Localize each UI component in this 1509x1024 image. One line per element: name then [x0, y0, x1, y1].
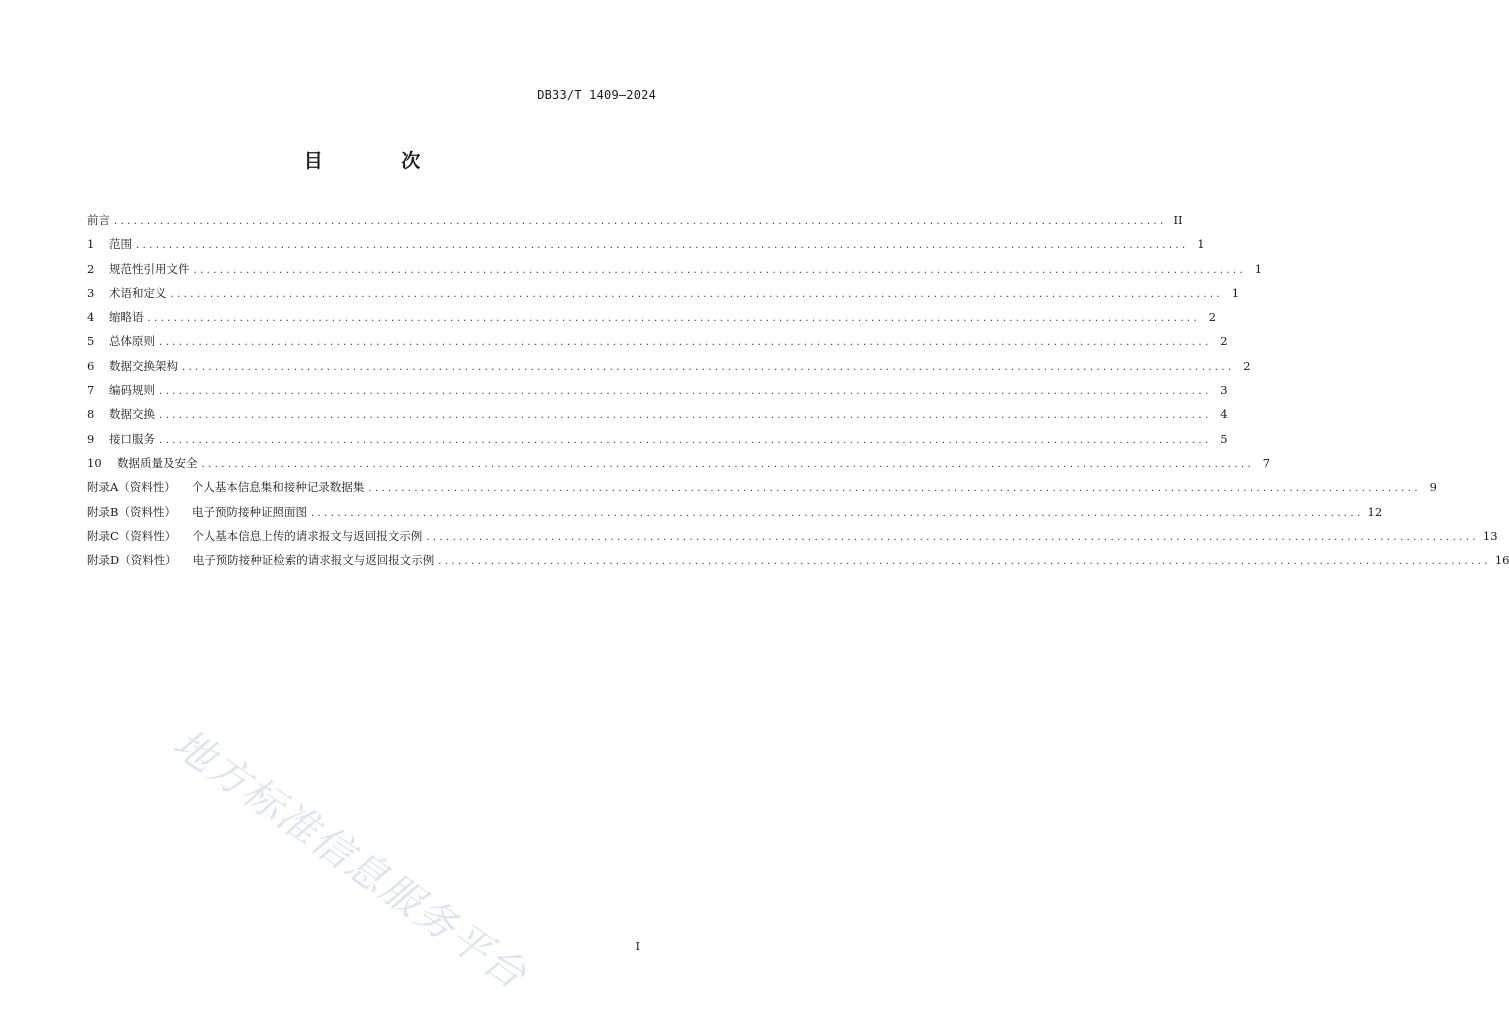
toc-entry-10[interactable] — [87, 451, 1271, 475]
toc-entry-page: 3 — [1220, 383, 1228, 398]
page-number: I — [635, 940, 640, 953]
toc-entry-label: 接口服务 — [109, 431, 155, 446]
toc-appendix-tag: 附录B（资料性） — [87, 504, 176, 519]
toc-entry-number: 1 — [87, 237, 95, 252]
toc-leader-dots: ................................................................................................................................................................ — [310, 507, 1364, 519]
toc-entry-3[interactable] — [87, 281, 1240, 305]
toc-entry-label: 数据交换 — [109, 407, 155, 422]
toc-entry-number: 7 — [87, 383, 95, 398]
toc-entry-appendix-c[interactable] — [87, 524, 1498, 548]
toc-entry-number: 10 — [87, 455, 102, 470]
watermark: 地方标准信息服务平台 — [164, 720, 536, 1000]
toc-entry-page: 1 — [1197, 237, 1205, 252]
toc-entry-foreword[interactable] — [87, 208, 1183, 232]
toc-entry-number: 4 — [87, 310, 95, 325]
toc-appendix-tag: 附录C（资料性） — [87, 528, 177, 543]
toc-entry-label: 术语和定义 — [109, 285, 167, 300]
toc-entry-page: 7 — [1262, 455, 1271, 470]
toc-entry-label: 个人基本信息上传的请求报文与返回报文示例 — [192, 528, 423, 543]
toc-entry-page: 2 — [1243, 358, 1251, 373]
toc-leader-dots: ................................................................................................................................................................ — [136, 240, 1189, 252]
toc-entry-page: 13 — [1482, 528, 1498, 543]
toc-leader-dots: ................................................................................................................................................................ — [159, 434, 1212, 446]
toc-entry-label: 前言 — [87, 213, 110, 227]
toc-entry-appendix-a[interactable] — [87, 475, 1437, 499]
toc-appendix-tag: 附录D（资料性） — [87, 553, 177, 568]
toc-leader-dots: ................................................................................................................................................................ — [159, 337, 1212, 349]
toc-entry-page: 1 — [1231, 285, 1240, 300]
toc-entry-appendix-d[interactable] — [87, 548, 1509, 572]
toc-leader-dots: ................................................................................................................................................................ — [159, 410, 1212, 422]
toc-entry-page: 12 — [1367, 504, 1383, 519]
toc-leader-dots: ................................................................................................................................................................ — [193, 264, 1247, 276]
toc-appendix-tag: 附录A（资料性） — [87, 480, 176, 495]
toc-entry-label: 范围 — [109, 237, 132, 252]
toc-entry-page: 2 — [1220, 334, 1228, 349]
document-code: DB33/T 1409—2024 — [537, 88, 656, 102]
toc-entry-appendix-b[interactable] — [87, 500, 1383, 524]
toc-entry-number: 8 — [87, 407, 95, 422]
toc-entry-label: 数据质量及安全 — [117, 455, 198, 470]
toc-entry-4[interactable] — [87, 305, 1217, 329]
toc-leader-dots: ................................................................................................................................................................ — [114, 216, 1167, 227]
toc-entry-label: 总体原则 — [109, 334, 155, 349]
toc-leader-dots: ................................................................................................................................................................ — [170, 288, 1224, 300]
toc-entry-page: II — [1173, 213, 1183, 227]
toc-leader-dots: ................................................................................................................................................................ — [147, 313, 1201, 325]
toc-entry-number: 3 — [87, 285, 95, 300]
toc-leader-dots: ................................................................................................................................................................ — [426, 531, 1479, 543]
toc-entry-label: 规范性引用文件 — [109, 261, 190, 276]
toc-entry-2[interactable] — [87, 257, 1263, 281]
toc-entry-label: 数据交换架构 — [109, 358, 178, 373]
table-of-contents — [87, 208, 1509, 572]
toc-leader-dots: ................................................................................................................................................................ — [182, 361, 1235, 373]
toc-entry-page: 2 — [1208, 310, 1217, 325]
toc-leader-dots: ................................................................................................................................................................ — [159, 386, 1212, 398]
toc-entry-6[interactable] — [87, 354, 1251, 378]
toc-entry-9[interactable] — [87, 427, 1228, 451]
toc-leader-dots: ................................................................................................................................................................ — [368, 483, 1421, 495]
toc-entry-label: 编码规则 — [109, 383, 155, 398]
toc-entry-label: 电子预防接种证照面图 — [191, 504, 307, 519]
toc-entry-label: 缩略语 — [109, 310, 144, 325]
toc-entry-1[interactable] — [87, 232, 1205, 256]
toc-entry-number: 9 — [87, 431, 95, 446]
toc-leader-dots: ................................................................................................................................................................ — [201, 458, 1255, 470]
toc-entry-number: 2 — [87, 261, 95, 276]
toc-entry-5[interactable] — [87, 329, 1228, 353]
toc-entry-page: 4 — [1220, 407, 1228, 422]
toc-leader-dots: ................................................................................................................................................................ — [438, 556, 1491, 568]
toc-entry-number: 5 — [87, 334, 95, 349]
toc-entry-page: 1 — [1254, 261, 1263, 276]
toc-entry-number: 6 — [87, 358, 95, 373]
toc-title: 目 次 — [303, 150, 457, 172]
toc-entry-page: 5 — [1220, 431, 1228, 446]
toc-entry-8[interactable] — [87, 402, 1228, 426]
toc-entry-7[interactable] — [87, 378, 1228, 402]
toc-entry-page: 9 — [1429, 480, 1437, 495]
toc-entry-page: 16 — [1494, 553, 1509, 568]
toc-entry-label: 电子预防接种证检索的请求报文与返回报文示例 — [192, 553, 435, 568]
toc-entry-label: 个人基本信息集和接种记录数据集 — [191, 480, 365, 495]
